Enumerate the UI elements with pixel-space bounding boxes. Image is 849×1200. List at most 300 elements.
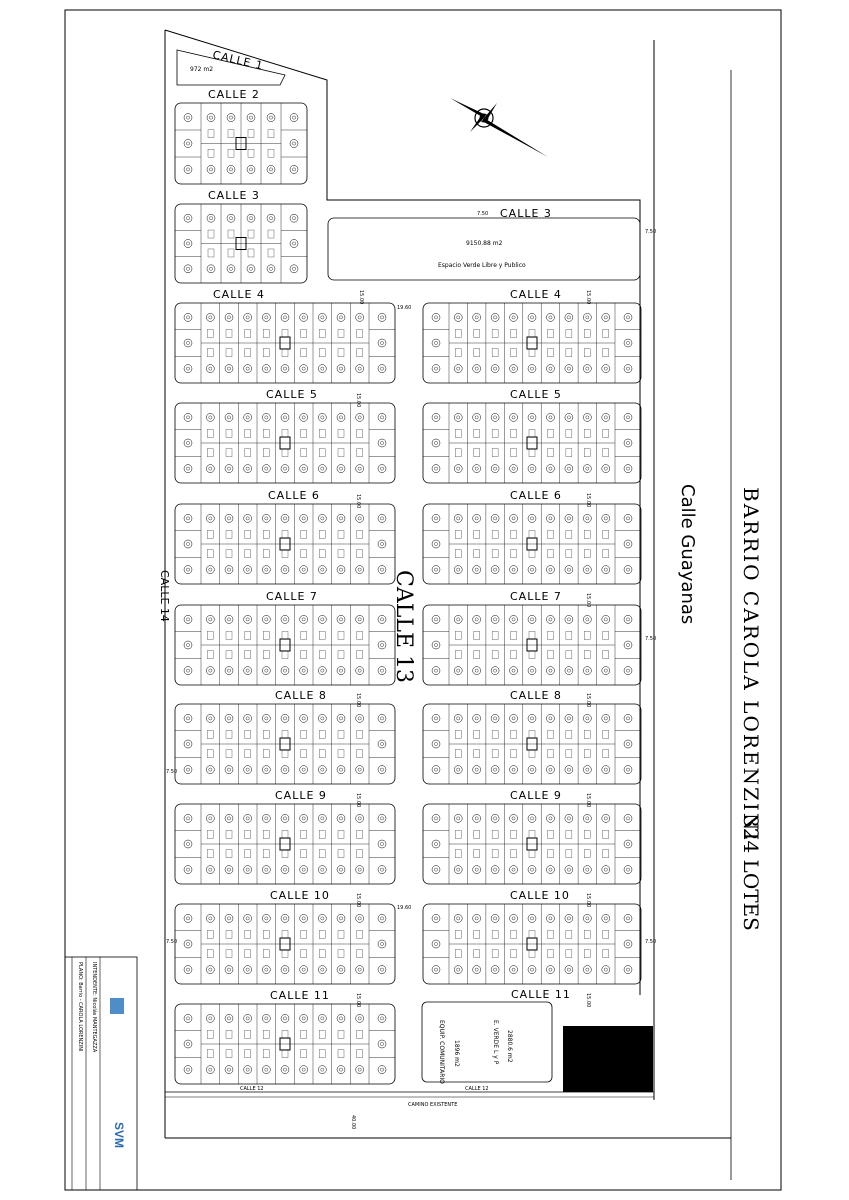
lot-marker (206, 866, 214, 874)
lot-marker (546, 465, 554, 473)
green-street-label: CALLE 3 (500, 207, 552, 220)
lot-marker (432, 667, 440, 675)
lot-marker (244, 313, 252, 321)
lot-marker (356, 413, 364, 421)
lot-marker (528, 413, 536, 421)
lot-marker (528, 714, 536, 722)
lot-marker (454, 914, 462, 922)
lot-marker (247, 114, 255, 122)
lot-marker (583, 566, 591, 574)
lot-marker (184, 165, 192, 173)
lot-marker (432, 641, 440, 649)
lot-marker (432, 413, 440, 421)
lot-marker (528, 514, 536, 522)
lot-marker (225, 866, 233, 874)
lot-marker (583, 365, 591, 373)
lot-marker (432, 740, 440, 748)
lot-marker (281, 313, 289, 321)
lot-marker (337, 365, 345, 373)
top-street-label: CALLE 1 (211, 48, 265, 73)
lot-marker (337, 465, 345, 473)
lot-marker (454, 766, 462, 774)
lot-marker (491, 313, 499, 321)
lot-marker (318, 313, 326, 321)
lot-marker (454, 514, 462, 522)
street-label: CALLE 10 (270, 889, 330, 902)
lot-marker (184, 114, 192, 122)
lot-marker (473, 514, 481, 522)
lot-marker (378, 814, 386, 822)
block-left-9 (175, 889, 395, 984)
dimension-label: 7.50 (477, 211, 489, 217)
lot-marker (624, 667, 632, 675)
lot-marker (244, 615, 252, 623)
lot-marker (432, 615, 440, 623)
lot-marker (300, 914, 308, 922)
lot-marker (184, 615, 192, 623)
lot-marker (356, 914, 364, 922)
lot-marker (262, 667, 270, 675)
lot-marker (318, 615, 326, 623)
lot-marker (602, 365, 610, 373)
lot-marker (244, 766, 252, 774)
lot-marker (227, 114, 235, 122)
lot-marker (378, 313, 386, 321)
lot-marker (432, 566, 440, 574)
lot-marker (473, 714, 481, 722)
lot-marker (318, 365, 326, 373)
lot-marker (454, 313, 462, 321)
dimension-label: 15.00 (355, 393, 361, 408)
lot-marker (528, 615, 536, 623)
block-left-7 (175, 689, 395, 784)
lot-marker (624, 413, 632, 421)
lot-marker (290, 240, 298, 248)
lot-marker (454, 465, 462, 473)
lot-marker (337, 667, 345, 675)
lot-marker (247, 265, 255, 273)
dimension-label: 15.00 (585, 493, 591, 508)
dimension-label: 15.00 (585, 290, 591, 305)
lot-marker (184, 814, 192, 822)
lot-marker (318, 413, 326, 421)
hatched-corner (563, 1026, 653, 1092)
lot-marker (602, 667, 610, 675)
dimension-label: 7.50 (645, 939, 657, 945)
lot-marker (300, 465, 308, 473)
lot-marker (378, 1066, 386, 1074)
lot-marker (225, 566, 233, 574)
lot-marker (565, 615, 573, 623)
lot-marker (583, 766, 591, 774)
lot-marker (184, 866, 192, 874)
left-street-label: CALLE 14 (158, 570, 171, 622)
lot-marker (206, 514, 214, 522)
lot-marker (281, 1066, 289, 1074)
lot-marker (225, 313, 233, 321)
lot-marker (281, 615, 289, 623)
lot-marker (356, 313, 364, 321)
lot-marker (206, 413, 214, 421)
lot-marker (546, 514, 554, 522)
central-street-label: CALLE 13 (391, 570, 416, 683)
lot-marker (356, 566, 364, 574)
lot-marker (491, 914, 499, 922)
street-label: CALLE 6 (268, 489, 320, 502)
lot-marker (528, 365, 536, 373)
dimension-label: 7.50 (166, 939, 178, 945)
avenue-label: Calle Guayanas (677, 484, 698, 625)
lot-marker (583, 966, 591, 974)
lot-marker (206, 766, 214, 774)
equip-label-2: EQUIP. COMUNITARIO (438, 1020, 445, 1084)
lot-marker (378, 641, 386, 649)
lot-marker (378, 714, 386, 722)
lot-marker (184, 514, 192, 522)
lot-marker (454, 714, 462, 722)
lot-marker (491, 365, 499, 373)
lot-marker (184, 465, 192, 473)
lot-marker (300, 1066, 308, 1074)
lot-marker (546, 914, 554, 922)
lot-marker (565, 413, 573, 421)
lot-marker (184, 740, 192, 748)
lot-marker (337, 714, 345, 722)
lot-marker (337, 615, 345, 623)
block-right-5 (423, 689, 641, 784)
lot-marker (337, 1014, 345, 1022)
lot-marker (318, 667, 326, 675)
lot-marker (184, 540, 192, 548)
street-label: CALLE 4 (510, 288, 562, 301)
lot-marker (546, 566, 554, 574)
lot-marker (262, 866, 270, 874)
lot-marker (378, 514, 386, 522)
lot-marker (244, 667, 252, 675)
lot-marker (583, 667, 591, 675)
block-right-3 (423, 489, 641, 584)
lot-marker (565, 566, 573, 574)
lot-marker (300, 966, 308, 974)
lot-marker (281, 1014, 289, 1022)
lot-marker (510, 566, 518, 574)
lot-marker (244, 814, 252, 822)
lot-marker (290, 114, 298, 122)
lot-marker (546, 615, 554, 623)
block-right-6 (423, 789, 641, 884)
lot-marker (491, 566, 499, 574)
lot-marker (300, 514, 308, 522)
lot-marker (624, 740, 632, 748)
lot-marker (318, 866, 326, 874)
lot-marker (510, 714, 518, 722)
lot-marker (565, 966, 573, 974)
lot-marker (565, 465, 573, 473)
lot-marker (267, 265, 275, 273)
street-label: CALLE 7 (266, 590, 318, 603)
lot-marker (546, 313, 554, 321)
lot-marker (281, 514, 289, 522)
lot-marker (356, 514, 364, 522)
lot-marker (528, 966, 536, 974)
lot-marker (206, 365, 214, 373)
lot-marker (225, 914, 233, 922)
lot-marker (184, 265, 192, 273)
dim-40: 40.00 (350, 1115, 356, 1130)
lot-marker (565, 766, 573, 774)
lot-marker (378, 940, 386, 948)
equip-label-1: E. VERDE L y P (492, 1020, 499, 1065)
lot-marker (281, 766, 289, 774)
lot-marker (602, 766, 610, 774)
lot-marker (510, 465, 518, 473)
block-right-2 (423, 388, 641, 483)
dimension-label: 7.50 (645, 636, 657, 642)
lot-marker (473, 566, 481, 574)
green-space (328, 218, 640, 280)
lot-marker (528, 667, 536, 675)
lot-marker (546, 766, 554, 774)
lot-marker (528, 313, 536, 321)
block-left-5 (175, 489, 395, 584)
lot-marker (227, 265, 235, 273)
lot-marker (491, 714, 499, 722)
lot-marker (454, 615, 462, 623)
lot-marker (510, 966, 518, 974)
lot-marker (432, 966, 440, 974)
lot-marker (602, 866, 610, 874)
lot-marker (491, 667, 499, 675)
lot-marker (624, 465, 632, 473)
lot-marker (184, 766, 192, 774)
street-label: CALLE 5 (510, 388, 562, 401)
lot-marker (624, 766, 632, 774)
lot-marker (225, 1066, 233, 1074)
lot-marker (546, 866, 554, 874)
compass-icon (450, 98, 548, 157)
lot-marker (262, 766, 270, 774)
lot-marker (510, 766, 518, 774)
lot-marker (207, 165, 215, 173)
lot-marker (300, 615, 308, 623)
lot-marker (318, 766, 326, 774)
lot-marker (491, 966, 499, 974)
lot-marker (432, 365, 440, 373)
lot-marker (184, 966, 192, 974)
lot-marker (318, 814, 326, 822)
equip-area-2: 1896 m2 (453, 1040, 460, 1067)
lot-marker (624, 966, 632, 974)
street-label: CALLE 4 (213, 288, 265, 301)
lot-marker (300, 365, 308, 373)
title-lotes: 324 LOTES (739, 815, 763, 931)
street-label: CALLE 7 (510, 590, 562, 603)
street-label: CALLE 11 (270, 989, 330, 1002)
street-label: CALLE 9 (275, 789, 327, 802)
lot-marker (565, 914, 573, 922)
lot-marker (473, 866, 481, 874)
lot-marker (624, 940, 632, 948)
lot-marker (337, 866, 345, 874)
lot-marker (290, 214, 298, 222)
lot-marker (378, 866, 386, 874)
lot-marker (267, 165, 275, 173)
dimension-label: 15.00 (355, 893, 361, 908)
lot-marker (262, 365, 270, 373)
lot-marker (546, 413, 554, 421)
lot-marker (624, 714, 632, 722)
lot-marker (528, 814, 536, 822)
lot-marker (206, 966, 214, 974)
lot-marker (227, 165, 235, 173)
lot-marker (491, 615, 499, 623)
lot-marker (565, 866, 573, 874)
lot-marker (491, 465, 499, 473)
lot-marker (337, 914, 345, 922)
lot-marker (378, 339, 386, 347)
lot-marker (262, 514, 270, 522)
lot-marker (318, 566, 326, 574)
lot-marker (454, 413, 462, 421)
lot-marker (300, 814, 308, 822)
lot-marker (206, 714, 214, 722)
lot-marker (565, 313, 573, 321)
lot-marker (473, 365, 481, 373)
lot-marker (300, 667, 308, 675)
lot-marker (281, 966, 289, 974)
lot-marker (602, 465, 610, 473)
lot-marker (602, 514, 610, 522)
lot-marker (247, 165, 255, 173)
sheet-frame (65, 10, 781, 1190)
lot-marker (337, 814, 345, 822)
block-right-1 (423, 288, 641, 383)
dimension-label: 19.60 (397, 905, 412, 911)
lot-marker (262, 566, 270, 574)
lot-marker (300, 566, 308, 574)
bottom-street-left: CALLE 12 (240, 1086, 264, 1092)
equip-area-1: 2880.6 m2 (506, 1030, 513, 1063)
street-label: CALLE 6 (510, 489, 562, 502)
lot-marker (262, 465, 270, 473)
lot-marker (565, 365, 573, 373)
lot-marker (473, 814, 481, 822)
lot-marker (318, 465, 326, 473)
lot-marker (378, 914, 386, 922)
top-area-label: 972 m2 (190, 66, 214, 73)
lot-marker (510, 615, 518, 623)
dimension-label: 15.00 (355, 693, 361, 708)
lot-marker (378, 566, 386, 574)
lot-marker (318, 966, 326, 974)
lot-marker (624, 615, 632, 623)
lot-marker (227, 214, 235, 222)
dimension-label: 15.00 (585, 593, 591, 608)
lot-marker (602, 814, 610, 822)
lot-marker (356, 1066, 364, 1074)
lot-marker (432, 714, 440, 722)
intendente-label: INTENDENTE: Nicolás MANTEGAZZA (91, 962, 97, 1053)
lot-marker (300, 1014, 308, 1022)
lot-marker (432, 465, 440, 473)
dimension-label: 15.00 (585, 793, 591, 808)
lot-marker (473, 966, 481, 974)
lot-marker (337, 766, 345, 774)
lot-marker (454, 365, 462, 373)
lot-marker (244, 866, 252, 874)
lot-marker (207, 265, 215, 273)
lot-marker (624, 866, 632, 874)
lot-marker (281, 914, 289, 922)
title-block (65, 957, 137, 1190)
site-boundary (165, 30, 640, 995)
lot-marker (378, 365, 386, 373)
lot-marker (583, 465, 591, 473)
dimension-label: 15.00 (355, 993, 361, 1008)
lot-marker (206, 313, 214, 321)
lot-marker (491, 866, 499, 874)
lot-marker (225, 615, 233, 623)
lot-marker (207, 114, 215, 122)
lot-marker (510, 514, 518, 522)
dimension-label: 15.00 (358, 290, 364, 305)
lot-marker (184, 140, 192, 148)
lot-marker (244, 966, 252, 974)
lot-marker (262, 814, 270, 822)
lot-marker (510, 667, 518, 675)
lot-marker (602, 313, 610, 321)
lot-marker (473, 615, 481, 623)
lot-marker (432, 339, 440, 347)
lot-marker (184, 313, 192, 321)
lot-marker (432, 766, 440, 774)
lot-marker (473, 413, 481, 421)
lot-marker (602, 914, 610, 922)
lot-marker (378, 1040, 386, 1048)
lot-marker (378, 966, 386, 974)
lot-marker (432, 540, 440, 548)
lot-marker (378, 840, 386, 848)
lot-marker (356, 766, 364, 774)
lot-marker (184, 714, 192, 722)
lot-marker (184, 1066, 192, 1074)
lot-marker (378, 766, 386, 774)
lot-marker (583, 514, 591, 522)
bottom-street: CALLE 12 (465, 1086, 489, 1092)
block-left-10 (175, 989, 395, 1084)
lot-marker (281, 714, 289, 722)
lot-marker (546, 814, 554, 822)
lot-marker (184, 214, 192, 222)
lot-marker (624, 840, 632, 848)
lot-marker (378, 439, 386, 447)
lot-marker (206, 566, 214, 574)
dimension-label: 7.50 (645, 229, 657, 235)
lot-marker (244, 1066, 252, 1074)
lot-marker (356, 1014, 364, 1022)
block-left-2 (175, 189, 307, 283)
lot-marker (491, 766, 499, 774)
lot-marker (281, 413, 289, 421)
lot-marker (267, 214, 275, 222)
street-label: CALLE 5 (266, 388, 318, 401)
lot-marker (300, 413, 308, 421)
lot-marker (225, 514, 233, 522)
street-label: CALLE 8 (510, 689, 562, 702)
lot-marker (184, 667, 192, 675)
lot-marker (491, 814, 499, 822)
lot-marker (624, 814, 632, 822)
